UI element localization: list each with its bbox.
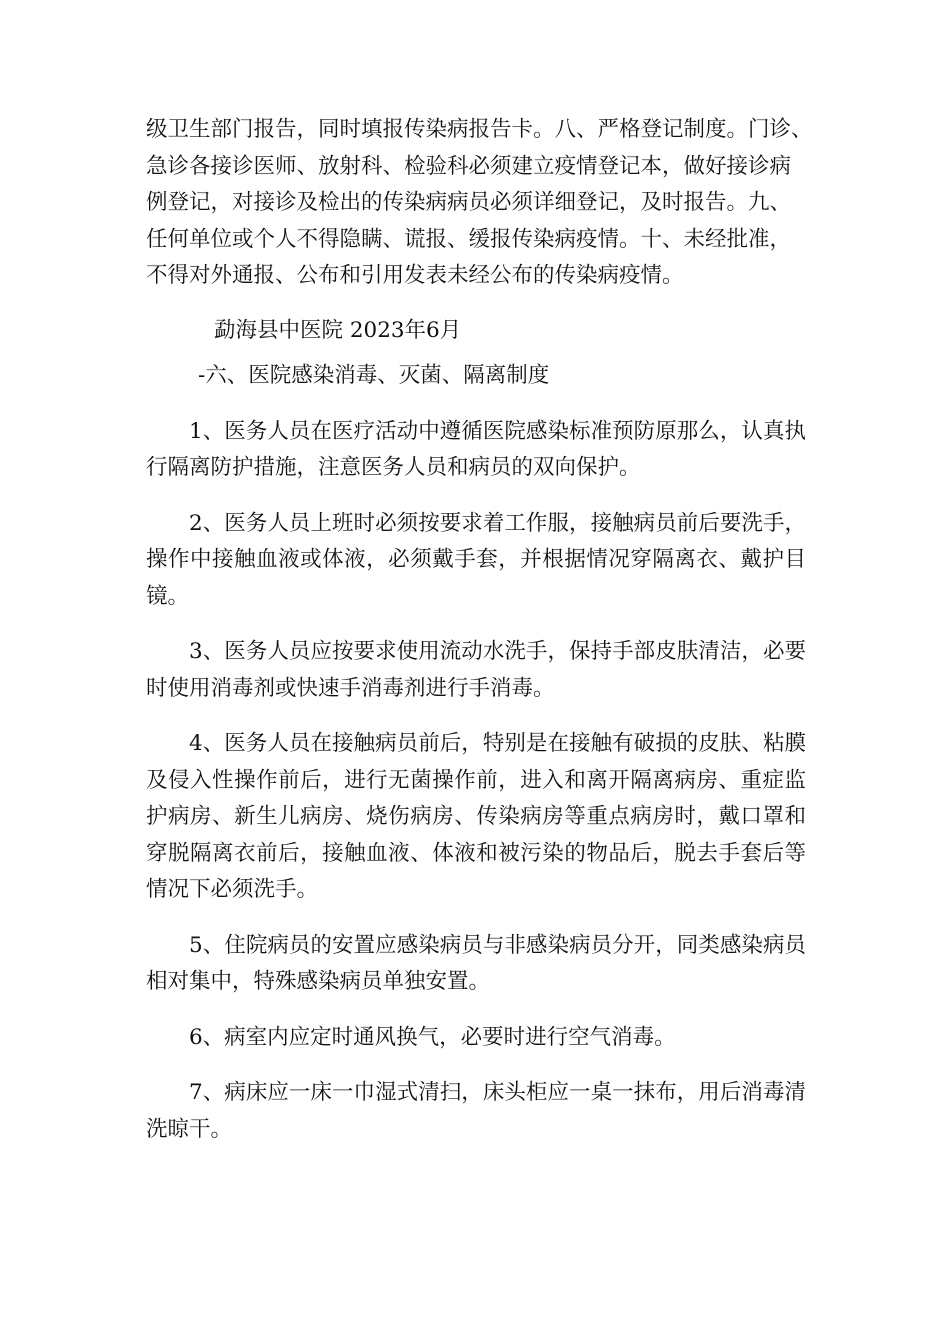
intro-line: 任何单位或个人不得隐瞒、谎报、缓报传染病疫情。十、未经批准， [146,226,792,252]
rule-item-1: 1、医务人员在医疗活动中遵循医院感染标准预防原那么，认真执行隔离防护措施，注意医务人员和病员的双向保护。 [146,418,806,480]
intro-line: 级卫生部门报告，同时填报传染病报告卡。八、严格登记制度。门诊、 [146,117,813,142]
intro-paragraph [146,112,813,295]
rule-item-2: 2、医务人员上班时必须按要求着工作服，接触病员前后要洗手，操作中接触血液或体液，必须戴手套，并根据情况穿隔离衣、戴护目镜。 [146,510,806,609]
rule-item-6: 6、病室内应定时通风换气，必要时进行空气消毒。 [189,1024,676,1050]
intro-line: 例登记，对接诊及检出的传染病病员必须详细登记，及时报告。九、 [146,190,792,215]
intro-line: 不得对外通报、公布和引用发表未经公布的传染病疫情。 [146,263,684,288]
document-page [146,112,813,1148]
rule-item-4: 4、医务人员在接触病员前后，特别是在接触有破损的皮肤、粘膜及侵入性操作前后，进行无菌操作前，进入和离开隔离病房、重症监护病房、新生儿病房、烧伤病房、传染病房等重点病房时，戴口罩和穿脱隔离衣前后，接触血液、体液和被污染的物品后，脱去手套后等情况下必须洗手。 [146,731,806,902]
section-heading: -六、医院感染消毒、灭菌、隔离制度 [198,363,550,388]
rule-item-5: 5、住院病员的安置应感染病员与非感染病员分开，同类感染病员相对集中，特殊感染病员单独安置。 [146,932,806,994]
rule-item-7: 7、病床应一床一巾湿式清扫，床头柜应一桌一抹布，用后消毒清洗晾干。 [146,1080,806,1142]
signature-line: 勐海县中医院 2023年6月 [214,317,462,343]
rule-item-3: 3、医务人员应按要求使用流动水洗手，保持手部皮肤清洁，必要时使用消毒剂或快速手消毒剂进行手消毒。 [146,639,806,701]
intro-line: 急诊各接诊医师、放射科、检验科必须建立疫情登记本，做好接诊病 [146,153,792,179]
